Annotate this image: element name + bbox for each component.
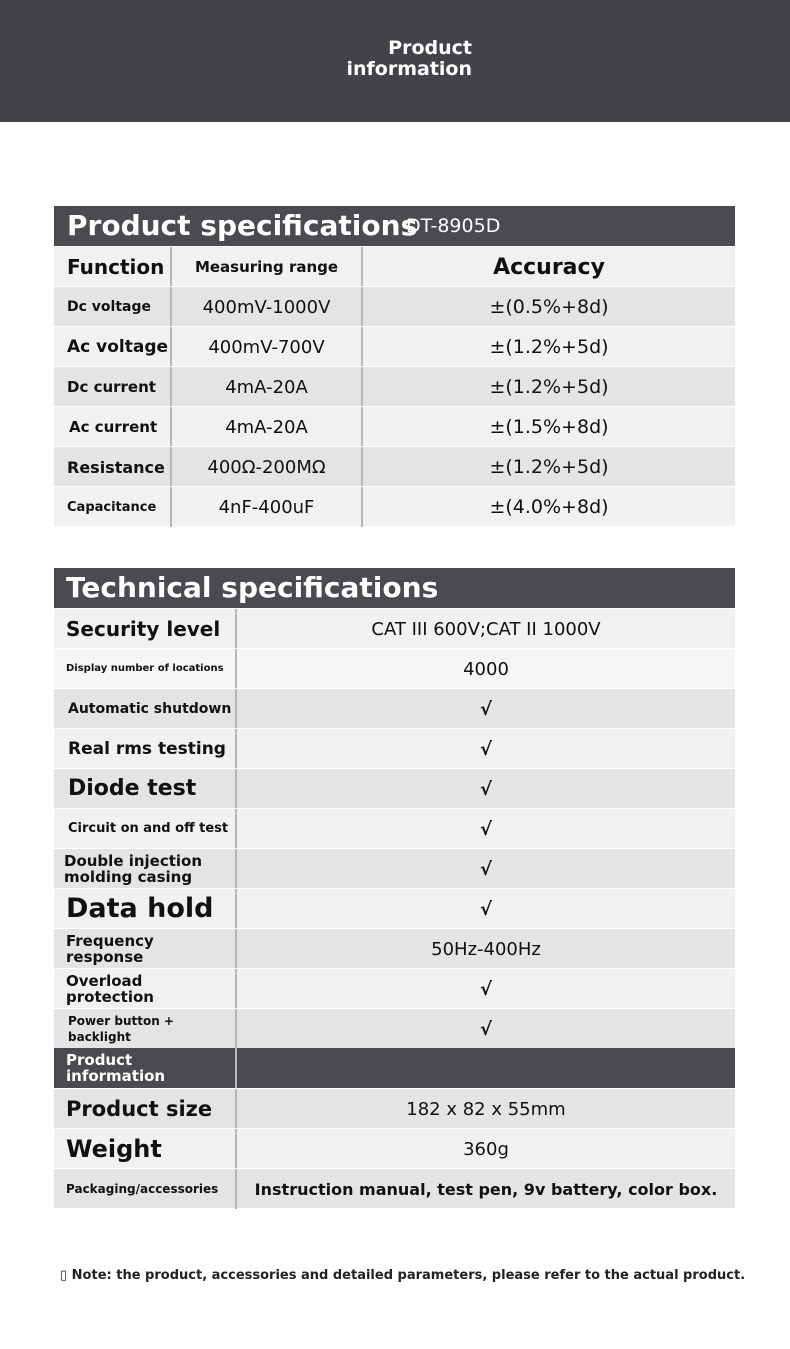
product-specifications-table bbox=[54, 206, 735, 526]
spec-label: Double injection molding casing bbox=[64, 852, 203, 886]
table-row bbox=[54, 286, 735, 326]
range-header: Measuring range bbox=[170, 247, 361, 287]
table-row bbox=[54, 848, 735, 888]
function-cell: Capacitance bbox=[67, 499, 157, 515]
range-cell: 400mV-700V bbox=[170, 327, 361, 367]
table-row bbox=[54, 968, 735, 1008]
table-row bbox=[54, 406, 735, 446]
table-row bbox=[54, 1168, 735, 1208]
function-cell: Resistance bbox=[67, 457, 165, 477]
table-row bbox=[54, 366, 735, 406]
spec-label: Overload protection bbox=[66, 972, 154, 1006]
table-row bbox=[54, 728, 735, 768]
spec-label: Security level bbox=[66, 617, 221, 641]
accuracy-cell: ±(1.5%+8d) bbox=[361, 407, 735, 447]
spec-label: Real rms testing bbox=[68, 739, 226, 759]
table-row bbox=[54, 808, 735, 848]
spec-value: √ bbox=[235, 729, 735, 769]
table-row bbox=[54, 888, 735, 928]
banner-title-line1: Product bbox=[388, 37, 472, 59]
spec-value: 360g bbox=[235, 1129, 735, 1169]
spec-label: Frequency response bbox=[66, 932, 154, 966]
table-row bbox=[54, 768, 735, 808]
tech-specs-header bbox=[54, 568, 735, 608]
footnote: ▯ Note: the product, accessories and detailed parameters, please refer to the actual product. bbox=[60, 1268, 746, 1283]
table-row bbox=[54, 928, 735, 968]
function-cell: Dc voltage bbox=[67, 299, 151, 315]
range-cell: 4nF-400uF bbox=[170, 487, 361, 527]
product-info-header bbox=[54, 1048, 735, 1088]
spec-value: 4000 bbox=[235, 649, 735, 689]
spec-value: √ bbox=[235, 689, 735, 729]
spec-label: Product size bbox=[66, 1097, 213, 1121]
table-row bbox=[54, 648, 735, 688]
accuracy-cell: ±(1.2%+5d) bbox=[361, 447, 735, 487]
table-row bbox=[54, 1088, 735, 1128]
table-row bbox=[54, 446, 735, 486]
column-header-row bbox=[54, 246, 735, 286]
spec-value: √ bbox=[235, 769, 735, 809]
spec-label: Packaging/accessories bbox=[66, 1182, 219, 1196]
spec-value: Instruction manual, test pen, 9v battery, color box. bbox=[235, 1169, 735, 1209]
tech-specs-title: Technical specifications bbox=[66, 571, 439, 604]
spec-value: √ bbox=[235, 809, 735, 849]
function-header: Function bbox=[67, 255, 165, 279]
spec-label: Diode test bbox=[68, 776, 197, 801]
spec-value: √ bbox=[235, 1009, 735, 1049]
accuracy-cell: ±(0.5%+8d) bbox=[361, 287, 735, 327]
spec-label: Weight bbox=[66, 1135, 162, 1163]
spec-label: Circuit on and off test bbox=[68, 821, 229, 836]
accuracy-cell: ±(4.0%+8d) bbox=[361, 487, 735, 527]
accuracy-cell: ±(1.2%+5d) bbox=[361, 327, 735, 367]
spec-value: CAT III 600V;CAT II 1000V bbox=[235, 609, 735, 649]
accuracy-cell: ±(1.2%+5d) bbox=[361, 367, 735, 407]
table-row bbox=[54, 1008, 735, 1048]
banner-title bbox=[340, 38, 472, 80]
product-specs-header bbox=[54, 206, 735, 246]
range-cell: 4mA-20A bbox=[170, 407, 361, 447]
accuracy-header: Accuracy bbox=[361, 247, 735, 287]
function-cell: Dc current bbox=[67, 378, 156, 396]
table-row bbox=[54, 326, 735, 366]
technical-specifications-table bbox=[54, 568, 735, 1208]
banner-title-line2: information bbox=[346, 58, 472, 80]
table-row bbox=[54, 688, 735, 728]
spec-value: 182 x 82 x 55mm bbox=[235, 1089, 735, 1129]
spec-label: Automatic shutdown bbox=[68, 701, 232, 717]
spec-label: Display number of locations bbox=[66, 663, 224, 674]
function-cell: Ac voltage bbox=[67, 337, 169, 357]
function-cell: Ac current bbox=[69, 418, 158, 436]
spec-label: Data hold bbox=[66, 893, 214, 924]
range-cell: 4mA-20A bbox=[170, 367, 361, 407]
product-specs-title: Product specifications bbox=[67, 209, 418, 242]
table-row bbox=[54, 1128, 735, 1168]
spec-value: √ bbox=[235, 969, 735, 1009]
spec-value: 50Hz-400Hz bbox=[235, 929, 735, 969]
product-info-header-spacer bbox=[235, 1048, 735, 1088]
spec-value: √ bbox=[235, 889, 735, 929]
header-banner bbox=[0, 0, 790, 122]
table-row bbox=[54, 486, 735, 526]
table-row bbox=[54, 608, 735, 648]
range-cell: 400mV-1000V bbox=[170, 287, 361, 327]
range-cell: 400Ω-200MΩ bbox=[170, 447, 361, 487]
spec-label: Power button + backlight bbox=[68, 1014, 174, 1044]
product-info-title: Product information bbox=[66, 1051, 166, 1085]
model-number: DT-8905D bbox=[406, 215, 501, 237]
spec-value: √ bbox=[235, 849, 735, 889]
